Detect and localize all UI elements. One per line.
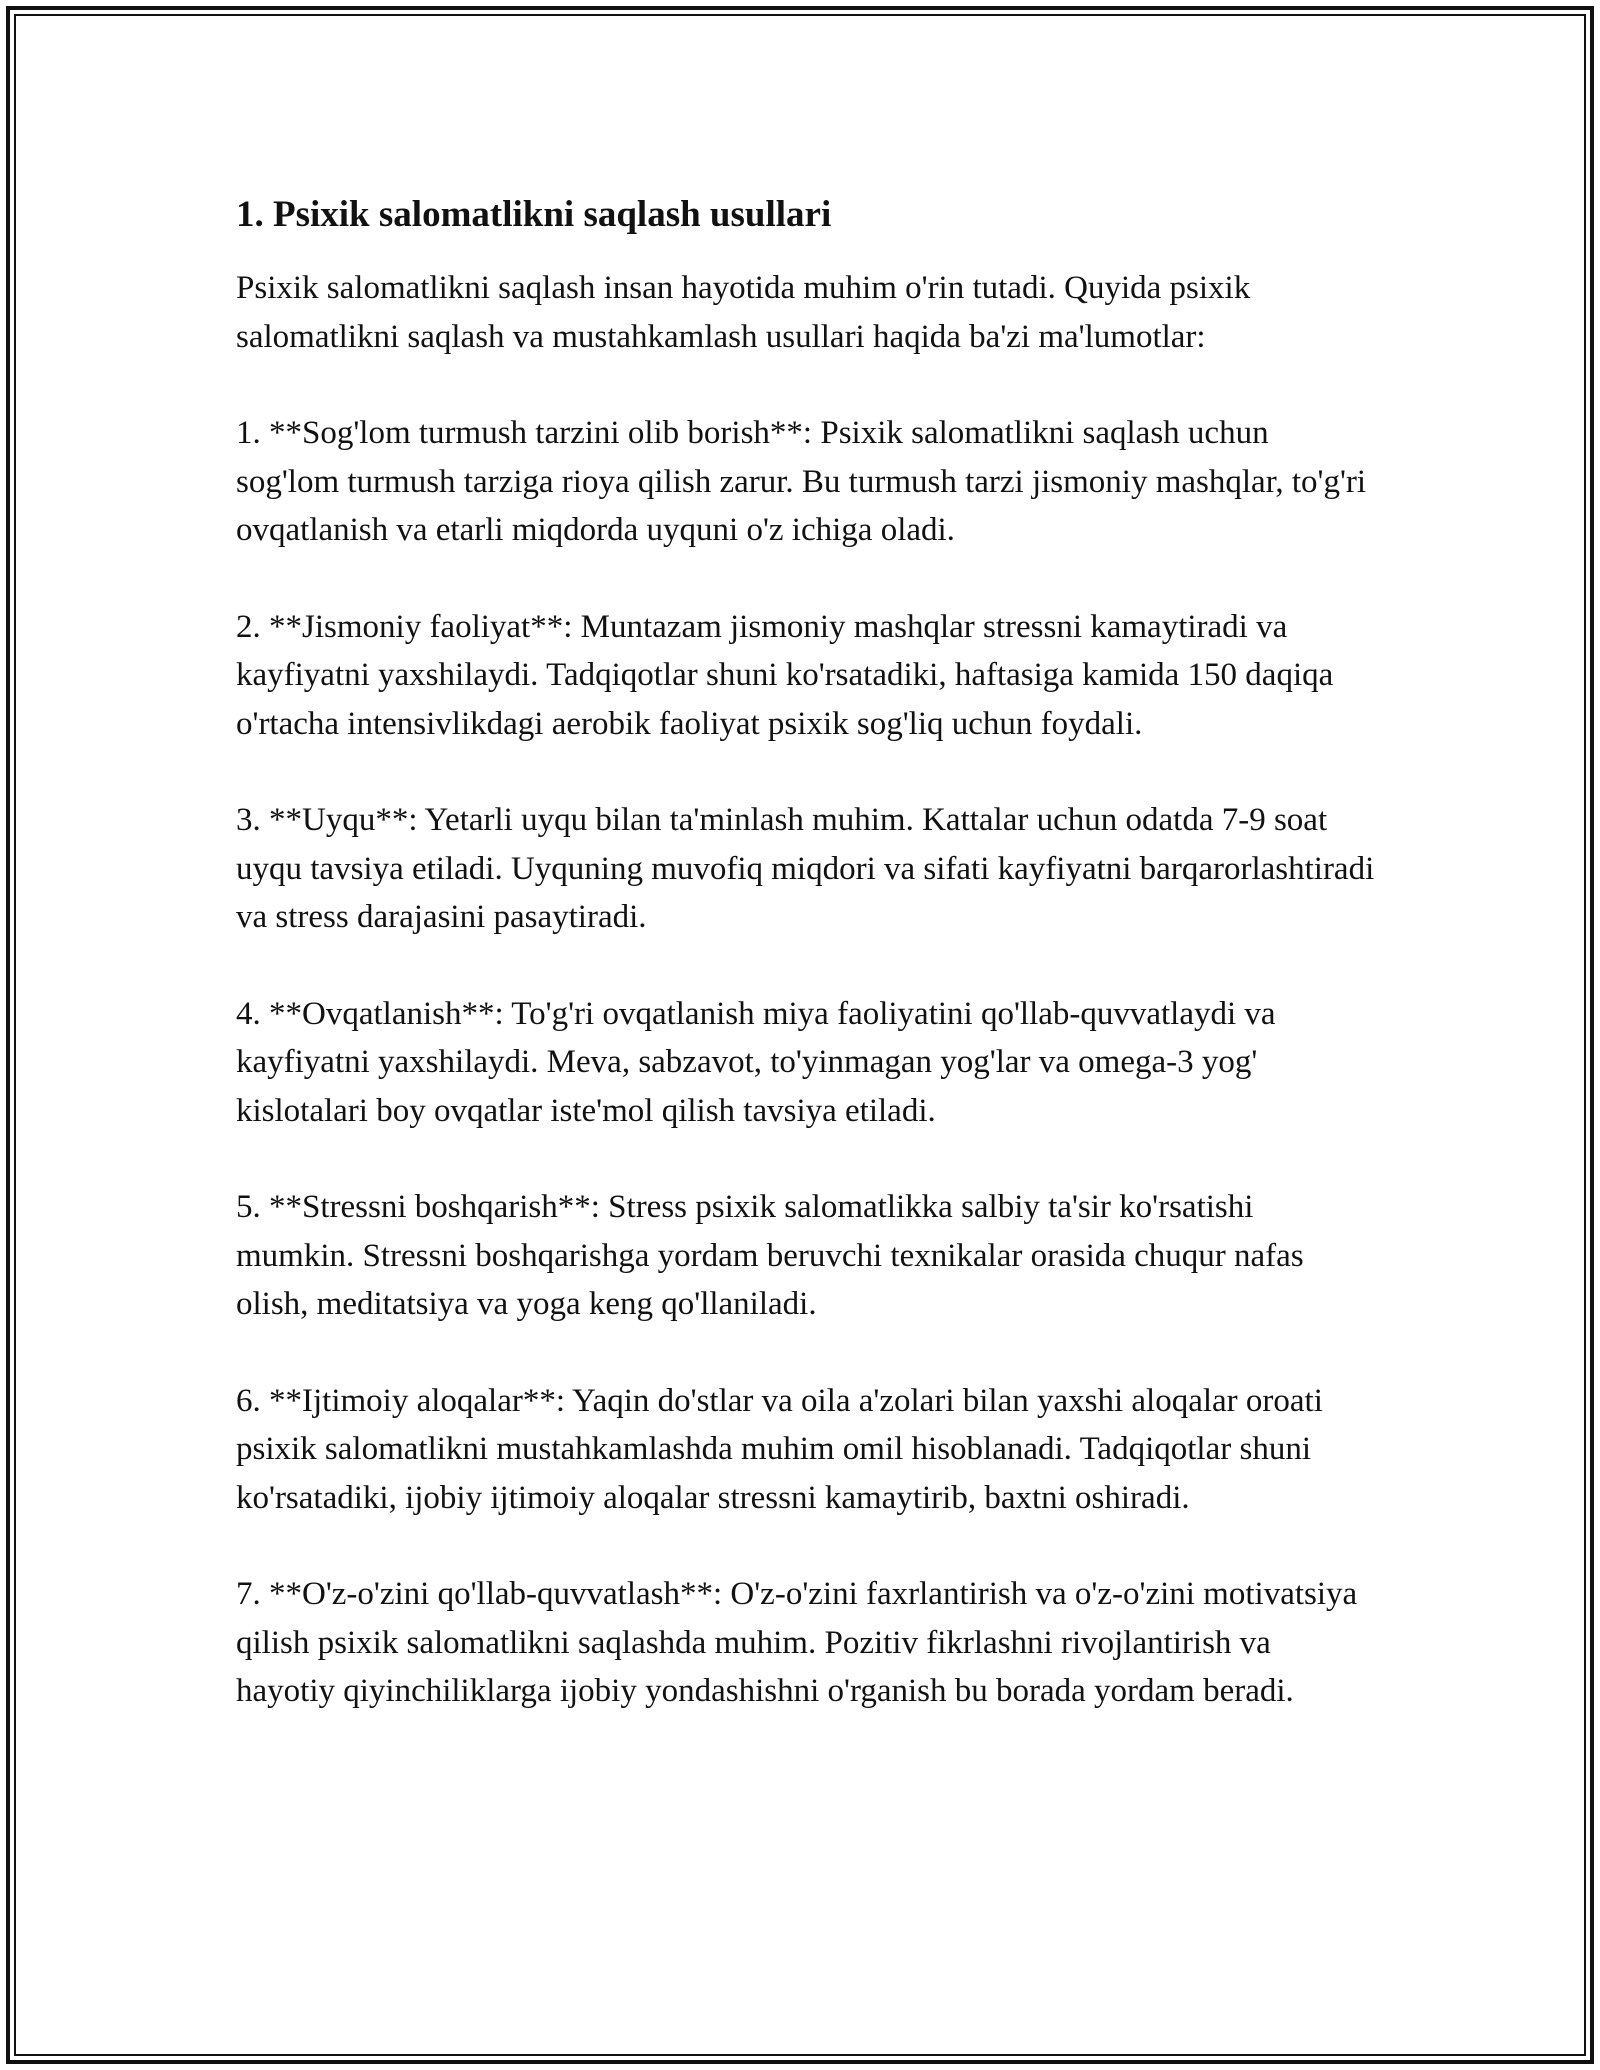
intro-paragraph: Psixik salomatlikni saqlash insan hayotida muhim o'rin tutadi. Quyida psixik salomatlikni saqlash va mustahkamlash usullari haqida ba'zi ma'lumotlar: [236,270,1251,355]
page-title: 1. Psixik salomatlikni saqlash usullari [236,194,832,235]
list-item: 3. **Uyqu**: Yetarli uyqu bilan ta'minlash muhim. Kattalar uchun odatda 7-9 soat uyqu tavsiya etiladi. Uyquning muvofiq miqdori va sifati kayfiyatni barqarorlashtiradi va stress darajasini pasaytiradi. [236,802,1375,935]
list-item: 5. **Stressni boshqarish**: Stress psixik salomatlikka salbiy ta'sir ko'rsatishi mumkin. Stressni boshqarishga yordam beruvchi texnikalar orasida chuqur nafas olish, meditatsiya va yoga keng qo'llaniladi. [236,1189,1304,1322]
list-item: 7. **O'z-o'zini qo'llab-quvvatlash**: O'z-o'zini faxrlantirish va o'z-o'zini motivatsiya qilish psixik salomatlikni saqlashda muhim. Pozitiv fikrlashni rivojlantirish va hayotiy qiyinchiliklarga ijobiy yondashishni o'rganish bu borada yordam beradi. [236,1576,1358,1709]
list-item: 6. **Ijtimoiy aloqalar**: Yaqin do'stlar va oila a'zolari bilan yaxshi aloqalar oroati psixik salomatlikni mustahkamlashda muhim omil hisoblanadi. Tadqiqotlar shuni ko'rsatadiki, ijobiy ijtimoiy aloqalar stressni kamaytirib, baxtni oshiradi. [236,1382,1323,1516]
list-item: 2. **Jismoniy faoliyat**: Muntazam jismoniy mashqlar stressni kamaytiradi va kayfiyatni yaxshilaydi. Tadqiqotlar shuni ko'rsatadiki, haftasiga kamida 150 daqiqa o'rtacha intensivlikdagi aerobik faoliyat psixik sog'liq uchun foydali. [236,608,1334,742]
list-item: 4. **Ovqatlanish**: To'g'ri ovqatlanish miya faoliyatini qo'llab-quvvatlaydi va kayfiyatni yaxshilaydi. Meva, sabzavot, to'yinmagan yog'lar va omega-3 yog' kislotalari boy ovqatlar iste'mol qilish tavsiya etiladi. [236,995,1276,1129]
list-item: 1. **Sog'lom turmush tarzini olib borish**: Psixik salomatlikni saqlash uchun sog'lom turmush tarziga rioya qilish zarur. Bu turmush tarzi jismoniy mashqlar, to'g'ri ovqatlanish va etarli miqdorda uyquni o'z ichiga oladi. [236,415,1367,548]
document-body [236,188,1376,1764]
